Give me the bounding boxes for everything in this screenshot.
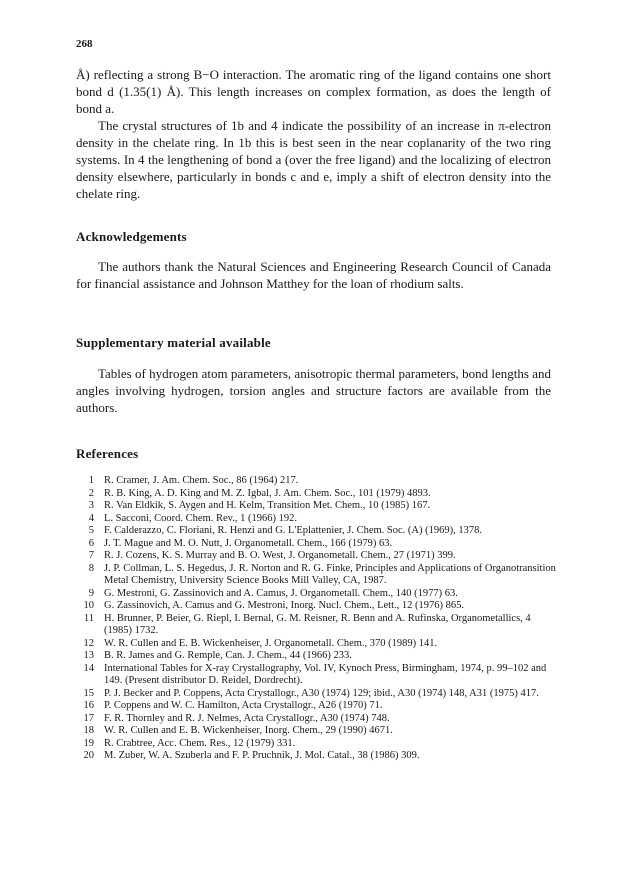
reference-number: 11 bbox=[83, 612, 94, 624]
reference-number: 7 bbox=[88, 550, 94, 561]
reference-number: 15 bbox=[83, 687, 94, 699]
supplementary-text: Tables of hydrogen atom parameters, anisotropic thermal parameters, bond lengths and angles involving hydrogen, torsion angles and structure factors are available from the authors. bbox=[76, 366, 551, 415]
references-heading: References bbox=[76, 446, 139, 461]
intro-paragraph-2: The crystal structures of 1b and 4 indicate the possibility of an increase in π-electron density in the chelate ring. In 1b this is best seen in the near coplanarity of the two ring systems. In 4 the lengthening of bond a (over the free ligand) and the localizing of electron density elsewhere, particularly in bonds c and e, imply a shift of electron density into the chelate ring. bbox=[76, 118, 551, 201]
reference-item bbox=[76, 613, 556, 638]
reference-number: 18 bbox=[83, 725, 94, 736]
supplementary-section bbox=[76, 365, 551, 416]
reference-item bbox=[76, 738, 556, 751]
reference-text: B. R. James and G. Remple, Can. J. Chem., 44 (1966) 233. bbox=[104, 650, 352, 661]
reference-item bbox=[76, 563, 556, 588]
reference-number: 13 bbox=[83, 650, 94, 661]
reference-text: W. R. Cullen and E. B. Wickenheiser, J. Organometall. Chem., 370 (1989) 141. bbox=[104, 637, 438, 649]
reference-item bbox=[76, 513, 556, 526]
reference-number: 6 bbox=[88, 537, 94, 549]
reference-number: 5 bbox=[88, 525, 94, 536]
reference-number: 14 bbox=[83, 662, 94, 674]
reference-text: R. Van Eldkik, S. Aygen and H. Kelm, Transition Met. Chem., 10 (1985) 167. bbox=[104, 500, 431, 511]
acknowledgements-text: The authors thank the Natural Sciences and Engineering Research Council of Canada for financial assistance and Johnson Matthey for the loan of rhodium salts. bbox=[76, 259, 551, 291]
reference-item bbox=[76, 638, 556, 651]
reference-text: R. J. Cozens, K. S. Murray and B. O. West, J. Organometall. Chem., 27 (1971) 399. bbox=[104, 550, 456, 561]
reference-item bbox=[76, 725, 556, 738]
reference-number: 17 bbox=[83, 712, 94, 724]
reference-number: 19 bbox=[83, 737, 94, 749]
reference-item bbox=[76, 750, 556, 763]
reference-number: 9 bbox=[88, 587, 94, 599]
reference-number: 4 bbox=[88, 512, 94, 524]
reference-text: J. P. Collman, L. S. Hegedus, J. R. Norton and R. G. Finke, Principles and Applications of Organotransition Metal Chemistry, University Science Books Mill Valley, CA, 1987. bbox=[104, 562, 556, 586]
reference-item bbox=[76, 500, 556, 513]
reference-text: International Tables for X-ray Crystallography, Vol. IV, Kynoch Press, Birmingham, 1974, p. 99–102 and 149. (Present distributor D. Reidel, Dordrecht). bbox=[104, 662, 547, 686]
reference-text: R. B. King, A. D. King and M. Z. Igbal, J. Am. Chem. Soc., 101 (1979) 4893. bbox=[104, 487, 431, 499]
reference-item bbox=[76, 600, 556, 613]
reference-text: P. Coppens and W. C. Hamilton, Acta Crystallogr., A26 (1970) 71. bbox=[104, 700, 383, 711]
reference-number: 16 bbox=[83, 700, 94, 711]
reference-item bbox=[76, 475, 556, 488]
reference-number: 20 bbox=[83, 750, 94, 761]
reference-item bbox=[76, 550, 556, 563]
reference-number: 1 bbox=[88, 475, 94, 486]
reference-text: L. Sacconi, Coord. Chem. Rev., 1 (1966) 192. bbox=[104, 512, 297, 524]
reference-text: W. R. Cullen and E. B. Wickenheiser, Inorg. Chem., 29 (1990) 4671. bbox=[104, 725, 393, 736]
reference-item bbox=[76, 688, 556, 701]
page-number: 268 bbox=[76, 38, 93, 50]
intro-paragraph-1: Å) reflecting a strong B−O interaction. The aromatic ring of the ligand contains one short bond d (1.35(1) Å). This length increases on complex formation, as does the length of bond a. bbox=[76, 67, 551, 116]
reference-number: 12 bbox=[83, 637, 94, 649]
reference-item bbox=[76, 588, 556, 601]
references-list bbox=[76, 475, 556, 763]
acknowledgements-section bbox=[76, 258, 551, 292]
reference-number: 3 bbox=[88, 500, 94, 511]
reference-text: G. Zassinovich, A. Camus and G. Mestroni, Inorg. Nucl. Chem., Lett., 12 (1976) 865. bbox=[104, 600, 464, 611]
reference-text: J. T. Mague and M. O. Nutt, J. Organometall. Chem., 166 (1979) 63. bbox=[104, 537, 393, 549]
reference-item bbox=[76, 650, 556, 663]
reference-item bbox=[76, 525, 556, 538]
reference-item bbox=[76, 700, 556, 713]
reference-item bbox=[76, 538, 556, 551]
reference-text: H. Brunner, P. Beier, G. Riepl, I. Bernal, G. M. Reisner, R. Benn and A. Rufinska, Organometallics, 4 (1985) 1732. bbox=[104, 612, 531, 636]
reference-text: G. Mestroni, G. Zassinovich and A. Camus, J. Organometall. Chem., 140 (1977) 63. bbox=[104, 587, 458, 599]
reference-text: R. Cramer, J. Am. Chem. Soc., 86 (1964) 217. bbox=[104, 475, 299, 486]
reference-item bbox=[76, 663, 556, 688]
reference-text: P. J. Becker and P. Coppens, Acta Crystallogr., A30 (1974) 129; ibid., A30 (1974) 148, A31 (1975) 417. bbox=[104, 687, 539, 699]
reference-item bbox=[76, 713, 556, 726]
reference-text: M. Zuber, W. A. Szuberla and F. P. Pruchnik, J. Mol. Catal., 38 (1986) 309. bbox=[104, 750, 420, 761]
intro-section bbox=[76, 66, 551, 202]
reference-item bbox=[76, 488, 556, 501]
reference-text: F. R. Thornley and R. J. Nelmes, Acta Crystallogr., A30 (1974) 748. bbox=[104, 712, 390, 724]
supplementary-heading: Supplementary material available bbox=[76, 335, 271, 350]
reference-text: R. Crabtree, Acc. Chem. Res., 12 (1979) 331. bbox=[104, 737, 296, 749]
reference-number: 2 bbox=[88, 487, 94, 499]
reference-number: 10 bbox=[83, 600, 94, 611]
reference-number: 8 bbox=[88, 562, 94, 574]
acknowledgements-heading: Acknowledgements bbox=[76, 229, 187, 244]
reference-text: F. Calderazzo, C. Floriani, R. Henzi and G. L'Eplattenier, J. Chem. Soc. (A) (1969), 1378. bbox=[104, 525, 482, 536]
